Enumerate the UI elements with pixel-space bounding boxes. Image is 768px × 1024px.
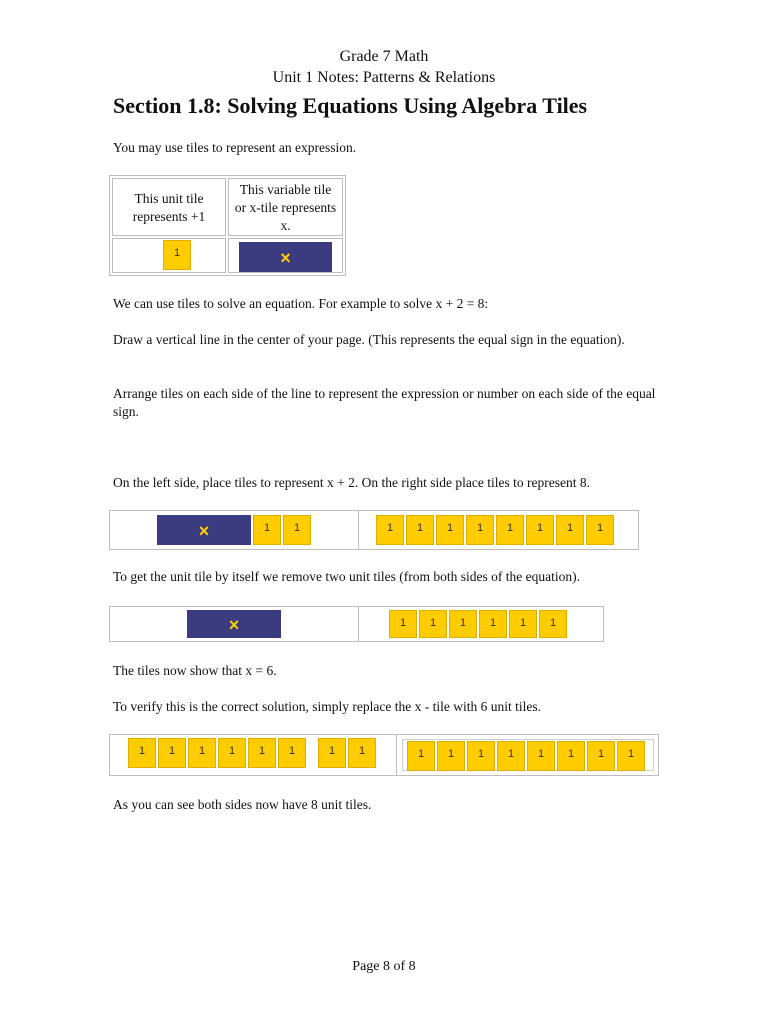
equation-row-2 — [109, 606, 604, 642]
intro-text: You may use tiles to represent an expression. — [113, 140, 357, 155]
unit-tile: 1 — [218, 738, 246, 768]
row-3-left — [128, 738, 383, 770]
legend-table — [109, 175, 346, 276]
equal-divider — [358, 607, 359, 641]
unit-tile: 1 — [419, 610, 447, 638]
unit-tile: 1 — [479, 610, 507, 638]
unit-tile: 1 — [466, 515, 494, 545]
row-1-left — [113, 514, 358, 546]
equal-divider — [396, 735, 397, 775]
unit-tile: 1 — [283, 515, 311, 545]
row-2-right — [389, 610, 579, 640]
unit-tile: 1 — [348, 738, 376, 768]
section-title: Section 1.8: Solving Equations Using Algebra Tiles — [113, 93, 588, 118]
header-grade: Grade 7 Math — [339, 48, 429, 65]
unit-tile: 1 — [557, 741, 585, 771]
equation-row-1 — [109, 510, 639, 550]
unit-tile: 1 — [437, 741, 465, 771]
unit-tile: 1 — [406, 515, 434, 545]
unit-tile: 1 — [248, 738, 276, 768]
paragraph-4: On the left side, place tiles to represent x + 2. On the right side place tiles to represent 8. — [113, 475, 590, 490]
legend-unit-cell — [112, 238, 226, 273]
row-3-right — [402, 739, 654, 771]
unit-tile: 1 — [163, 240, 191, 270]
paragraph-6: The tiles now show that x = 6. — [113, 663, 277, 678]
paragraph-5: To get the unit tile by itself we remove two unit tiles (from both sides of the equation). — [113, 569, 580, 584]
unit-tile: 1 — [318, 738, 346, 768]
x-tile: × — [187, 610, 281, 638]
unit-tile: 1 — [587, 741, 615, 771]
unit-tile: 1 — [527, 741, 555, 771]
unit-tile: 1 — [539, 610, 567, 638]
unit-tile: 1 — [128, 738, 156, 768]
legend-unit-text: This unit tile represents +1 — [112, 178, 226, 236]
unit-tile: 1 — [389, 610, 417, 638]
row-1-right — [376, 515, 636, 547]
unit-tile: 1 — [253, 515, 281, 545]
unit-tile: 1 — [509, 610, 537, 638]
unit-tile: 1 — [497, 741, 525, 771]
unit-tile: 1 — [526, 515, 554, 545]
unit-tile: 1 — [617, 741, 645, 771]
unit-tile: 1 — [449, 610, 477, 638]
unit-tile: 1 — [586, 515, 614, 545]
equal-divider — [358, 511, 359, 549]
x-tile: × — [239, 242, 332, 272]
legend-x-cell — [228, 238, 343, 273]
paragraph-1: We can use tiles to solve an equation. For example to solve x + 2 = 8: — [113, 296, 489, 311]
unit-tile: 1 — [278, 738, 306, 768]
x-tile: × — [157, 515, 251, 545]
paragraph-3: Arrange tiles on each side of the line to represent the expression or number on each side of the equal sign. — [113, 386, 656, 419]
header-unit: Unit 1 Notes: Patterns & Relations — [272, 69, 496, 86]
unit-tile: 1 — [376, 515, 404, 545]
paragraph-8: As you can see both sides now have 8 unit tiles. — [113, 797, 372, 812]
paragraph-2: Draw a vertical line in the center of your page. (This represents the equal sign in the equation). — [113, 332, 625, 347]
legend-variable-text: This variable tile or x-tile represents x. — [228, 178, 343, 236]
unit-tile: 1 — [188, 738, 216, 768]
unit-tile: 1 — [467, 741, 495, 771]
unit-tile: 1 — [496, 515, 524, 545]
unit-tile: 1 — [407, 741, 435, 771]
paragraph-7: To verify this is the correct solution, simply replace the x - tile with 6 unit tiles. — [113, 699, 541, 714]
unit-tile: 1 — [158, 738, 186, 768]
equation-row-3 — [109, 734, 659, 776]
page-number: Page 8 of 8 — [352, 959, 416, 974]
unit-tile: 1 — [436, 515, 464, 545]
unit-tile: 1 — [556, 515, 584, 545]
